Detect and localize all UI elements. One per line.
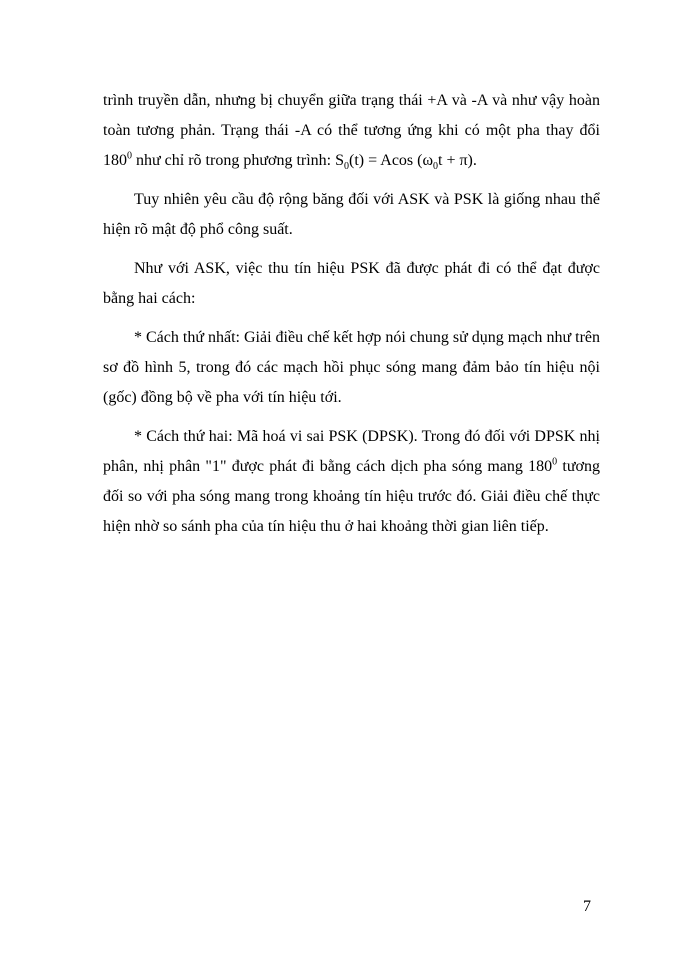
paragraph-text: như chỉ rõ trong phương trình: S [132, 152, 345, 169]
paragraph-bandwidth: Tuy nhiên yêu cầu độ rộng băng đối với ASK và PSK là giống nhau thể hiện rõ mật độ phổ công suất. [103, 191, 600, 238]
paragraph-method-two [103, 422, 600, 542]
paragraph-text: t + π). [438, 152, 477, 169]
paragraph-continuation [103, 86, 600, 176]
paragraph-psk-reception: Như với ASK, việc thu tín hiệu PSK đã được phát đi có thể đạt được bằng hai cách: [103, 260, 600, 307]
superscript-degree: 0 [552, 456, 558, 468]
paragraph-text: tương đối so với pha sóng mang trong khoảng tín hiệu trước đó. Giải điều chế thực hiện nhờ so sánh pha của tín hiệu thu ở hai khoảng thời gian liên tiếp. [103, 458, 601, 535]
paragraph-method-one: * Cách thứ nhất: Giải điều chế kết hợp nói chung sử dụng mạch như trên sơ đồ hình 5, trong đó các mạch hồi phục sóng mang đảm bảo tín hiệu nội (gốc) đồng bộ về pha với tín hiệu tới. [103, 329, 600, 406]
paragraph-text: trình truyền dẫn, nhưng bị chuyển giữa trạng thái +A và -A và như vậy hoàn toàn tương phản. Trạng thái -A có thể tương ứng khi có một pha thay đổi 180 [103, 92, 600, 169]
page-number: 7 [583, 898, 591, 915]
body-text [103, 86, 600, 551]
subscript-index: 0 [433, 161, 438, 173]
paragraph-text: (t) = Acos (ω [349, 152, 433, 169]
paragraph-text: * Cách thứ hai: Mã hoá vi sai PSK (DPSK). Trong đó đối với DPSK nhị phân, nhị phân "1" được phát đi bằng cách dịch pha sóng mang 180 [103, 428, 600, 475]
subscript-index: 0 [344, 161, 350, 173]
superscript-degree: 0 [127, 150, 132, 162]
